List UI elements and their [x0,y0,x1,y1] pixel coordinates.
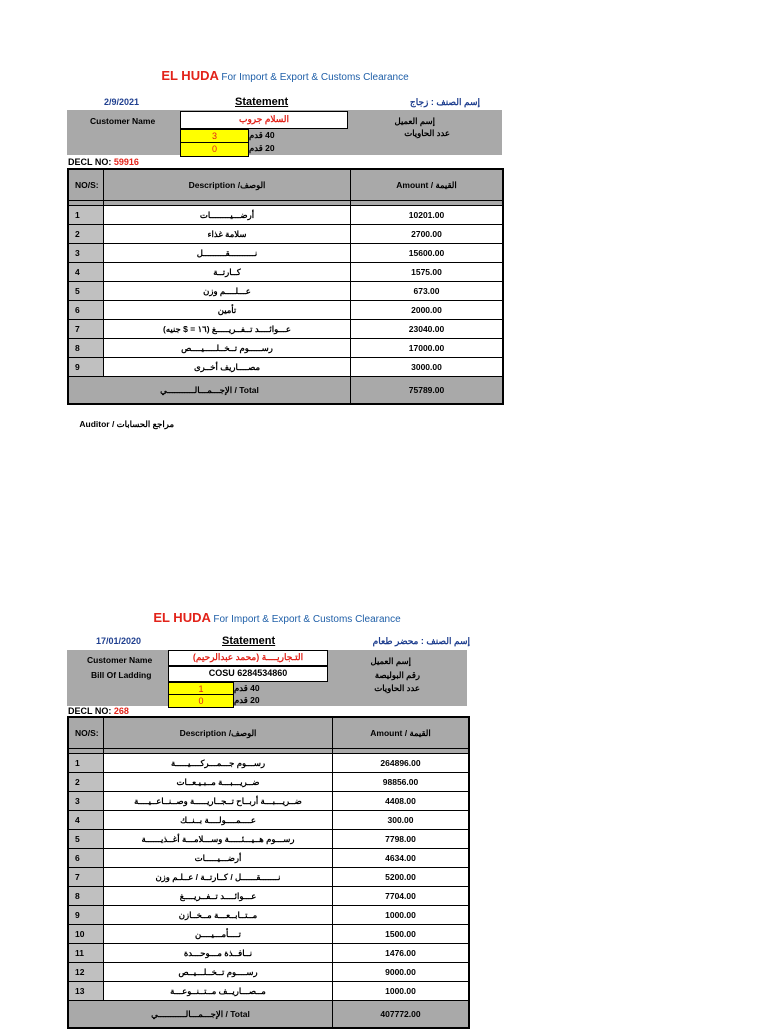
decl-label-2: DECL NO: [68,706,112,716]
row-no: 1 [68,754,104,773]
container-40-label: 40 قدم [249,130,275,140]
row-no: 8 [68,887,104,906]
container-20-label: 20 قدم [249,143,275,153]
table-row [68,358,503,377]
total-label-2: الإجـــمـــالـــــــــــي / Total [68,1001,333,1029]
row-description: رســـوم هــيـــئـــــة وســـلامـــة أغــذيــــــة [104,830,333,849]
row-description: رســـــوم تــخــلـــــيــــص [104,339,351,358]
table-row [68,773,469,792]
row-no: 12 [68,963,104,982]
row-no: 13 [68,982,104,1001]
row-amount: 1000.00 [333,906,470,925]
row-amount: 2700.00 [351,225,504,244]
container-40-label-2: 40 قدم [234,683,260,693]
table-row [68,282,503,301]
row-description: رســــوم تــخــلـــيــص [104,963,333,982]
statement-date: 2/9/2021 [104,97,140,107]
containers-label-ar-2: عدد الحاويات [374,683,420,693]
table-row [68,887,469,906]
row-no: 6 [68,301,104,320]
table-row [68,206,503,225]
row-no: 2 [68,773,104,792]
table-row [68,320,503,339]
row-description: تــــأمـــيــــن [104,925,333,944]
row-no: 8 [68,339,104,358]
brand-subtitle: For Import & Export & Customs Clearance [221,72,409,83]
table-row [68,244,503,263]
row-description: أرضـــيـــــات [104,849,333,868]
row-description: عـــوائــــد تــفــريـــــغ (١٦ = $ جنيه) [104,320,351,339]
decl-value-2: 268 [113,706,129,716]
row-amount: 9000.00 [333,963,470,982]
table-row [68,263,503,282]
header-amount-2: Amount / القيمة [333,717,470,749]
table-header-2 [68,717,469,749]
decl-number [68,157,139,167]
customer-label-ar: إسم العميل [394,116,435,126]
row-no: 7 [68,868,104,887]
table-row [68,906,469,925]
row-description: نــــــــــقـــــــــل [104,244,351,263]
bol-label-ar: رقم البوليصة [374,670,420,680]
header-no-2: NO/S: [68,717,104,749]
table-header [68,169,503,201]
row-description: عـــلــــم وزن [104,282,351,301]
statement-title: Statement [235,96,289,108]
brand-name: EL HUDA [161,68,219,83]
row-description: مصــــاريف أخــرى [104,358,351,377]
row-amount: 15600.00 [351,244,504,263]
row-no: 4 [68,811,104,830]
table-row [68,925,469,944]
row-no: 3 [68,792,104,811]
row-description: مــصـــاريــف مــتــنــوعـــة [104,982,333,1001]
total-row [68,377,503,405]
customer-label: Customer Name [90,116,156,126]
row-description: عــــمــــولــــة بــنــك [104,811,333,830]
row-amount: 1500.00 [333,925,470,944]
row-amount: 1575.00 [351,263,504,282]
container-20-count-2: 0 [168,694,234,708]
containers-label-ar: عدد الحاويات [404,128,450,138]
row-amount: 1476.00 [333,944,470,963]
container-20-label-2: 20 قدم [234,695,260,705]
row-description: ضــريـــبـــة أربــاح تــجــاريـــــة وصــنــاعــيــــة [104,792,333,811]
row-amount: 17000.00 [351,339,504,358]
row-description: سلامة غذاء [104,225,351,244]
header-no: NO/S: [68,169,104,201]
table-row [68,982,469,1001]
row-amount: 10201.00 [351,206,504,225]
header-amount: Amount / القيمة [351,169,504,201]
total-value: 75789.00 [351,377,504,405]
row-description: كــارتــة [104,263,351,282]
row-amount: 4634.00 [333,849,470,868]
row-amount: 3000.00 [351,358,504,377]
bol-label: Bill Of Ladding [91,670,152,680]
decl-number-2 [68,706,129,716]
bol-value: COSU 6284534860 [168,666,328,682]
table-row [68,849,469,868]
row-description: ضــريـــبـــة مــبـيـعــات [104,773,333,792]
row-no: 3 [68,244,104,263]
row-description: أرضـــيــــــــات [104,206,351,225]
company-title [140,68,430,83]
header-description-2: Description /الوصف [104,717,333,749]
item-name-2: إسم الصنف : محضر طعام [372,636,470,646]
row-amount: 7704.00 [333,887,470,906]
company-title-2 [132,610,422,625]
total-label: الإجـــمـــالـــــــــــي / Total [68,377,351,405]
row-no: 6 [68,849,104,868]
row-amount: 23040.00 [351,320,504,339]
row-no: 11 [68,944,104,963]
row-amount: 2000.00 [351,301,504,320]
customer-label-2: Customer Name [87,655,153,665]
row-no: 9 [68,358,104,377]
table-row [68,868,469,887]
row-no: 9 [68,906,104,925]
row-amount: 5200.00 [333,868,470,887]
auditor-label: مراجع الحسابات / Auditor [79,419,174,429]
row-no: 2 [68,225,104,244]
brand-name-2: EL HUDA [153,610,211,625]
row-description: مــتــابــعـــة مــخــازن [104,906,333,925]
item-name: إسم الصنف : زجاج [409,97,480,107]
row-description: نـــــــقــــــل / كــارتــة / عــلـم وزن [104,868,333,887]
row-amount: 300.00 [333,811,470,830]
row-amount: 7798.00 [333,830,470,849]
brand-subtitle-2: For Import & Export & Customs Clearance [213,614,401,625]
container-20-count: 0 [180,142,249,157]
statement-table-2 [67,716,470,1029]
table-row [68,944,469,963]
statement-date-2: 17/01/2020 [96,636,142,646]
statement-table [67,168,504,405]
customer-value-2: التـجاريــــة (محمد عبدالرحيم) [168,650,328,666]
row-description: نــافــذة مـــوحـــدة [104,944,333,963]
row-amount: 1000.00 [333,982,470,1001]
total-value-2: 407772.00 [333,1001,470,1029]
table-row [68,963,469,982]
table-row [68,339,503,358]
row-no: 10 [68,925,104,944]
row-no: 4 [68,263,104,282]
row-amount: 98856.00 [333,773,470,792]
decl-value: 59916 [113,157,139,167]
table-row [68,301,503,320]
row-no: 5 [68,282,104,301]
table-row [68,811,469,830]
container-40-count-2: 1 [168,682,234,696]
row-amount: 264896.00 [333,754,470,773]
row-description: تأمين [104,301,351,320]
row-amount: 4408.00 [333,792,470,811]
header-description: Description /الوصف [104,169,351,201]
row-no: 5 [68,830,104,849]
row-amount: 673.00 [351,282,504,301]
row-description: رســـوم جـــمـــركــــيـــــة [104,754,333,773]
container-40-count: 3 [180,129,249,144]
table-row [68,754,469,773]
row-no: 1 [68,206,104,225]
table-row [68,830,469,849]
table-row [68,792,469,811]
decl-label: DECL NO: [68,157,112,167]
row-description: عـــوائــــد تــفــريــــغ [104,887,333,906]
customer-label-ar-2: إسم العميل [370,656,411,666]
row-no: 7 [68,320,104,339]
table-row [68,225,503,244]
customer-value: السلام جروب [180,111,348,129]
statement-title-2: Statement [222,635,276,647]
